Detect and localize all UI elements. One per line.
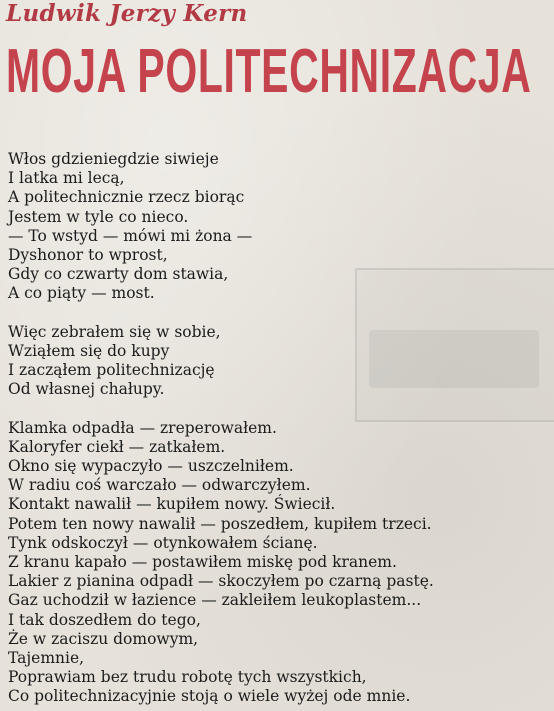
- stanza-gap: [8, 304, 434, 323]
- poem-line: Że w zaciszu domowym,: [8, 629, 199, 648]
- poem-line: Kontakt nawalił — kupiłem nowy. Świecił.: [8, 495, 336, 514]
- poem-line: Gaz uchodził w łazience — zakleiłem leukoplastem...: [8, 591, 422, 610]
- author-name: Ludwik Jerzy Kern: [6, 0, 248, 27]
- poem-line: Poprawiam bez trudu robotę tych wszystkich,: [8, 668, 367, 687]
- poem-line: Potem ten nowy nawalił — poszedłem, kupiłem trzeci.: [8, 514, 432, 533]
- poem-line: I latka mi lecą,: [8, 169, 125, 188]
- poem-line: Wziąłem się do kupy: [8, 341, 170, 360]
- poem-line: Z kranu kapało — postawiłem miskę pod kranem.: [8, 552, 397, 571]
- poem-line: Więc zebrałem się w sobie,: [8, 322, 221, 341]
- poem-line: Lakier z pianina odpadł — skoczyłem po czarną pastę.: [8, 572, 434, 591]
- poem-line: A co piąty — most.: [8, 284, 155, 303]
- poem-line: — To wstyd — mówi mi żona —: [8, 226, 253, 245]
- poem-line: I tak doszedłem do tego,: [8, 610, 201, 629]
- poem-line: Tajemnie,: [8, 648, 85, 667]
- poem-line: A politechnicznie rzecz biorąc: [8, 188, 245, 207]
- poem-line: Tynk odskoczył — otynkowałem ścianę.: [8, 533, 318, 552]
- poem-title: MOJA POLITECHNIZACJA: [6, 37, 532, 106]
- poem-line: Okno się wypaczyło — uszczelniłem.: [8, 457, 294, 475]
- poem-body: [8, 150, 434, 706]
- poem-line: Klamka odpadła — zreperowałem.: [8, 418, 277, 437]
- poem-line: Dyshonor to wprost,: [8, 245, 168, 264]
- stanza-gap: [8, 399, 434, 418]
- poem-line: Gdy co czwarty dom stawia,: [8, 265, 229, 284]
- poem-line: Co politechnizacyjnie stoją o wiele wyżej ode mnie.: [8, 687, 411, 706]
- poem-line: Od własnej chałupy.: [8, 380, 165, 399]
- poem-line: Jestem w tyle co nieco.: [8, 207, 189, 226]
- poem-line: Kaloryfer ciekł — zatkałem.: [8, 437, 226, 456]
- poem-line: I zacząłem politechnizację: [8, 361, 215, 380]
- poem-line: W radiu coś warczało — odwarczyłem.: [8, 476, 311, 495]
- poem-line: Włos gdzieniegdzie siwieje: [8, 150, 219, 168]
